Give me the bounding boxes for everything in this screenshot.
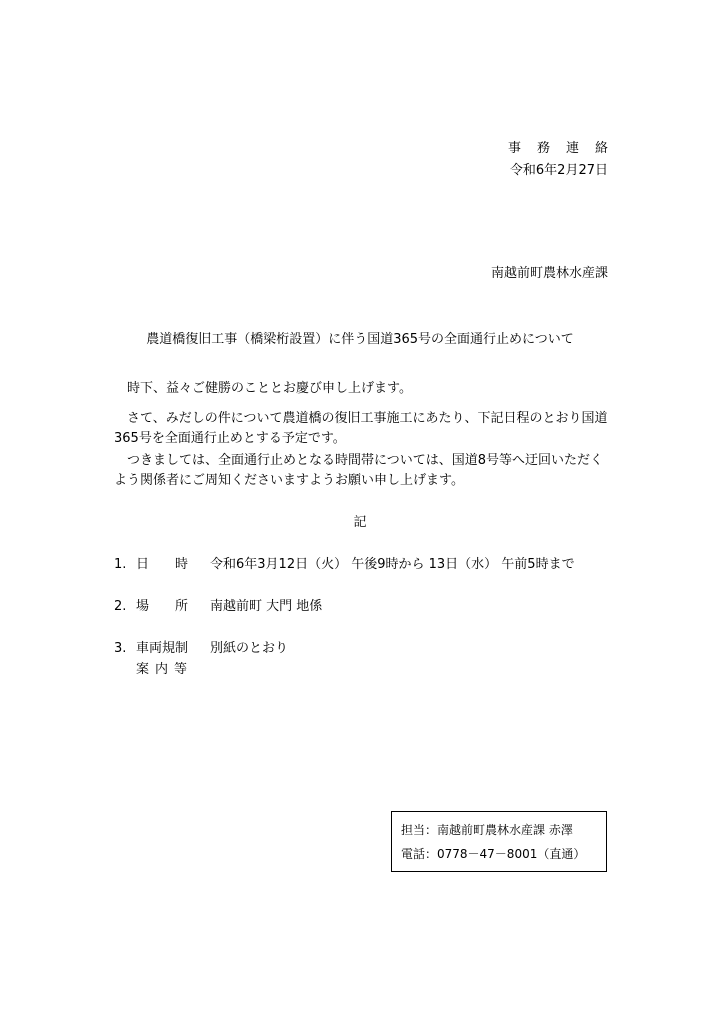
- item-number: 2.: [114, 599, 127, 614]
- contact-phone: 電話：0778－47－8001（直通）: [401, 847, 586, 861]
- item-value-datetime: 令和6年3月12日（火） 午後9時から 13日（水） 午前5時まで: [210, 557, 575, 572]
- item-label-datetime: 日時: [136, 557, 215, 572]
- greeting-paragraph: [114, 379, 608, 399]
- item-number: 3.: [114, 641, 127, 656]
- item-value-location: 南越前町 大門 地係: [210, 599, 323, 614]
- item-number: 1.: [114, 557, 127, 572]
- document-date: 令和6年2月27日: [509, 163, 608, 178]
- contact-box: [391, 811, 607, 872]
- document-type: 事務連絡: [507, 141, 624, 156]
- item-value-traffic: 別紙のとおり: [210, 641, 289, 656]
- request-text: つきましては、全面通行止めとなる時間帯については、国道8号等へ迂回いただくよう関係者にご周知くださいますようお願い申し上げます。: [114, 453, 604, 488]
- item-label-traffic: 車両規制: [136, 641, 189, 656]
- request-paragraph: [114, 451, 608, 491]
- item-label-location: 場所: [136, 599, 215, 614]
- announcement-paragraph: [114, 409, 608, 449]
- sender-department: 南越前町農林水産課: [490, 266, 608, 281]
- item-label-guidance: 案内等: [136, 662, 194, 677]
- contact-person: 担当：南越前町農林水産課 赤澤: [401, 823, 573, 837]
- greeting-text: 時下、益々ご健勝のこととお慶び申し上げます。: [127, 381, 412, 396]
- ki-heading: 記: [353, 515, 367, 530]
- document-subject: 農道橋復旧工事（橋梁桁設置）に伴う国道365号の全面通行止めについて: [146, 332, 574, 347]
- announcement-text: さて、みだしの件について農道橋の復旧工事施工にあたり、下記日程のとおり国道365号を全面通行止めとする予定です。: [114, 411, 608, 446]
